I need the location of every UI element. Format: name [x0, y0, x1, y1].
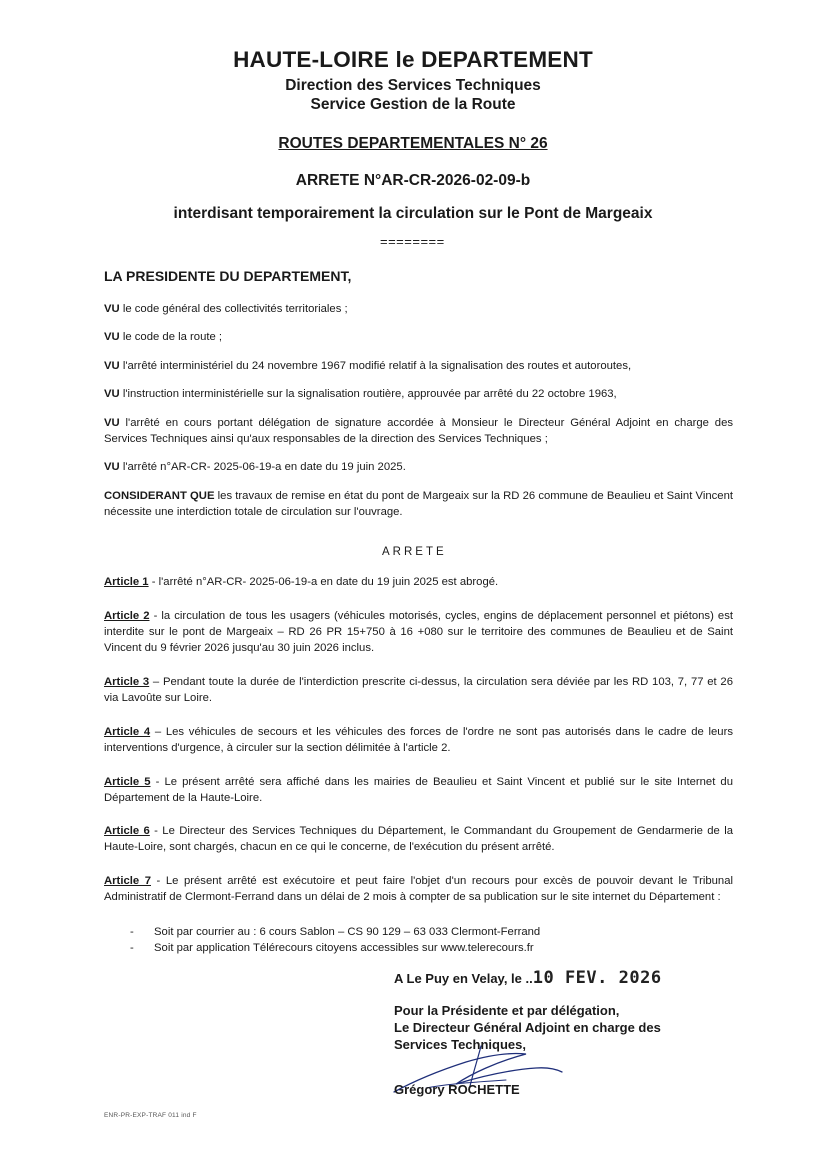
vu-paragraph: VU le code de la route ; [104, 331, 223, 343]
direction-name: Direction des Services Techniques [285, 77, 541, 94]
list-item: - Soit par application Télérecours citoyens accessibles sur www.telerecours.fr [130, 940, 540, 956]
place-and-date: A Le Puy en Velay, le ..10 FEV. 2026 [394, 968, 662, 988]
authority-heading: LA PRESIDENTE DU DEPARTEMENT, [104, 268, 352, 284]
arrete-number: ARRETE N°AR-CR-2026-02-09-b [295, 172, 531, 189]
department-title: HAUTE-LOIRE le DEPARTEMENT [233, 47, 593, 72]
considerant-paragraph: CONSIDERANT QUE les travaux de remise en état du pont de Margeaix sur la RD 26 commune de Beaulieu et Saint Vincent nécessite une interdiction totale de circulation sur l'ouvrage. [104, 490, 733, 519]
article-paragraph: Article 5 - Le présent arrêté sera affiché dans les mairies de Beaulieu et Saint Vincent et publié sur le site Internet du Département de la Haute-Loire. [104, 776, 733, 805]
bullet-dash: - [130, 926, 134, 938]
article-paragraph: Article 1 - l'arrêté n°AR-CR- 2025-06-19-a en date du 19 juin 2025 est abrogé. [104, 576, 499, 588]
vu-paragraph: VU l'arrêté n°AR-CR- 2025-06-19-a en date du 19 juin 2025. [104, 461, 406, 473]
routes-heading: ROUTES DEPARTEMENTALES N° 26 [278, 135, 548, 152]
service-name: Service Gestion de la Route [310, 96, 516, 113]
signatory-name: Grégory ROCHETTE [394, 1082, 520, 1097]
bullet-dash: - [130, 942, 134, 955]
list-item: - Soit par courrier au : 6 cours Sablon – CS 90 129 – 63 033 Clermont-Ferrand [130, 924, 540, 940]
article-paragraph: Article 2 - la circulation de tous les usagers (véhicules motorisés, cycles, engins de déplacement personnel et piétons) est interdite sur le pont de Margeaix – RD 26 PR 15+750 à 16 +080 sur le territoire des communes de Beaulieu et de Saint Vincent du 9 février 2026 jusqu'au 30 juin 2026 inclus. [104, 610, 733, 655]
article-paragraph: Article 7 - Le présent arrêté est exécutoire et peut faire l'objet d'un recours pour excès de pouvoir devant le Tribunal Administratif de Clermont-Ferrand dans un délai de 2 mois à compter de sa publication sur le site internet du Département : [104, 875, 733, 904]
recours-list [130, 924, 540, 956]
vu-paragraph: VU l'arrêté en cours portant délégation de signature accordée à Monsieur le Directeur Général Adjoint en charge des Services Techniques ainsi qu'aux responsables de la direction des Services Techniques ; [104, 417, 733, 446]
separator: ======== [380, 234, 445, 249]
arrete-heading: ARRETE [382, 546, 447, 558]
vu-paragraph: VU l'instruction interministérielle sur la signalisation routière, approuvée par arrêté du 22 octobre 1963, [104, 388, 617, 400]
article-paragraph: Article 3 – Pendant toute la durée de l'interdiction prescrite ci-dessus, la circulation sera déviée par les RD 103, 7, 77 et 26 via Lavoûte sur Loire. [104, 676, 733, 705]
date-stamp: 10 FEV. 2026 [532, 968, 662, 988]
article-paragraph: Article 4 – Les véhicules de secours et les véhicules des forces de l'ordre ne sont pas autorisés dans le cadre de leurs interventions d'urgence, à circuler sur la section délimitée à l'article 2. [104, 726, 733, 755]
article-paragraph: Article 6 - Le Directeur des Services Techniques du Département, le Commandant du Groupement de Gendarmerie de la Haute-Loire, sont chargés, chacun en ce qui le concerne, de l'exécution du présent arrêté. [104, 825, 733, 854]
vu-paragraph: VU l'arrêté interministériel du 24 novembre 1967 modifié relatif à la signalisation des routes et autoroutes, [104, 360, 632, 372]
delegation-block: Pour la Présidente et par délégation, Le Directeur Général Adjoint en charge des Services Techniques, [394, 1003, 661, 1052]
form-reference: ENR-PR-EXP-TRAF 011 ind F [104, 1112, 197, 1119]
vu-paragraph: VU le code général des collectivités territoriales ; [104, 303, 348, 315]
arrete-object: interdisant temporairement la circulation sur le Pont de Margeaix [173, 205, 653, 222]
